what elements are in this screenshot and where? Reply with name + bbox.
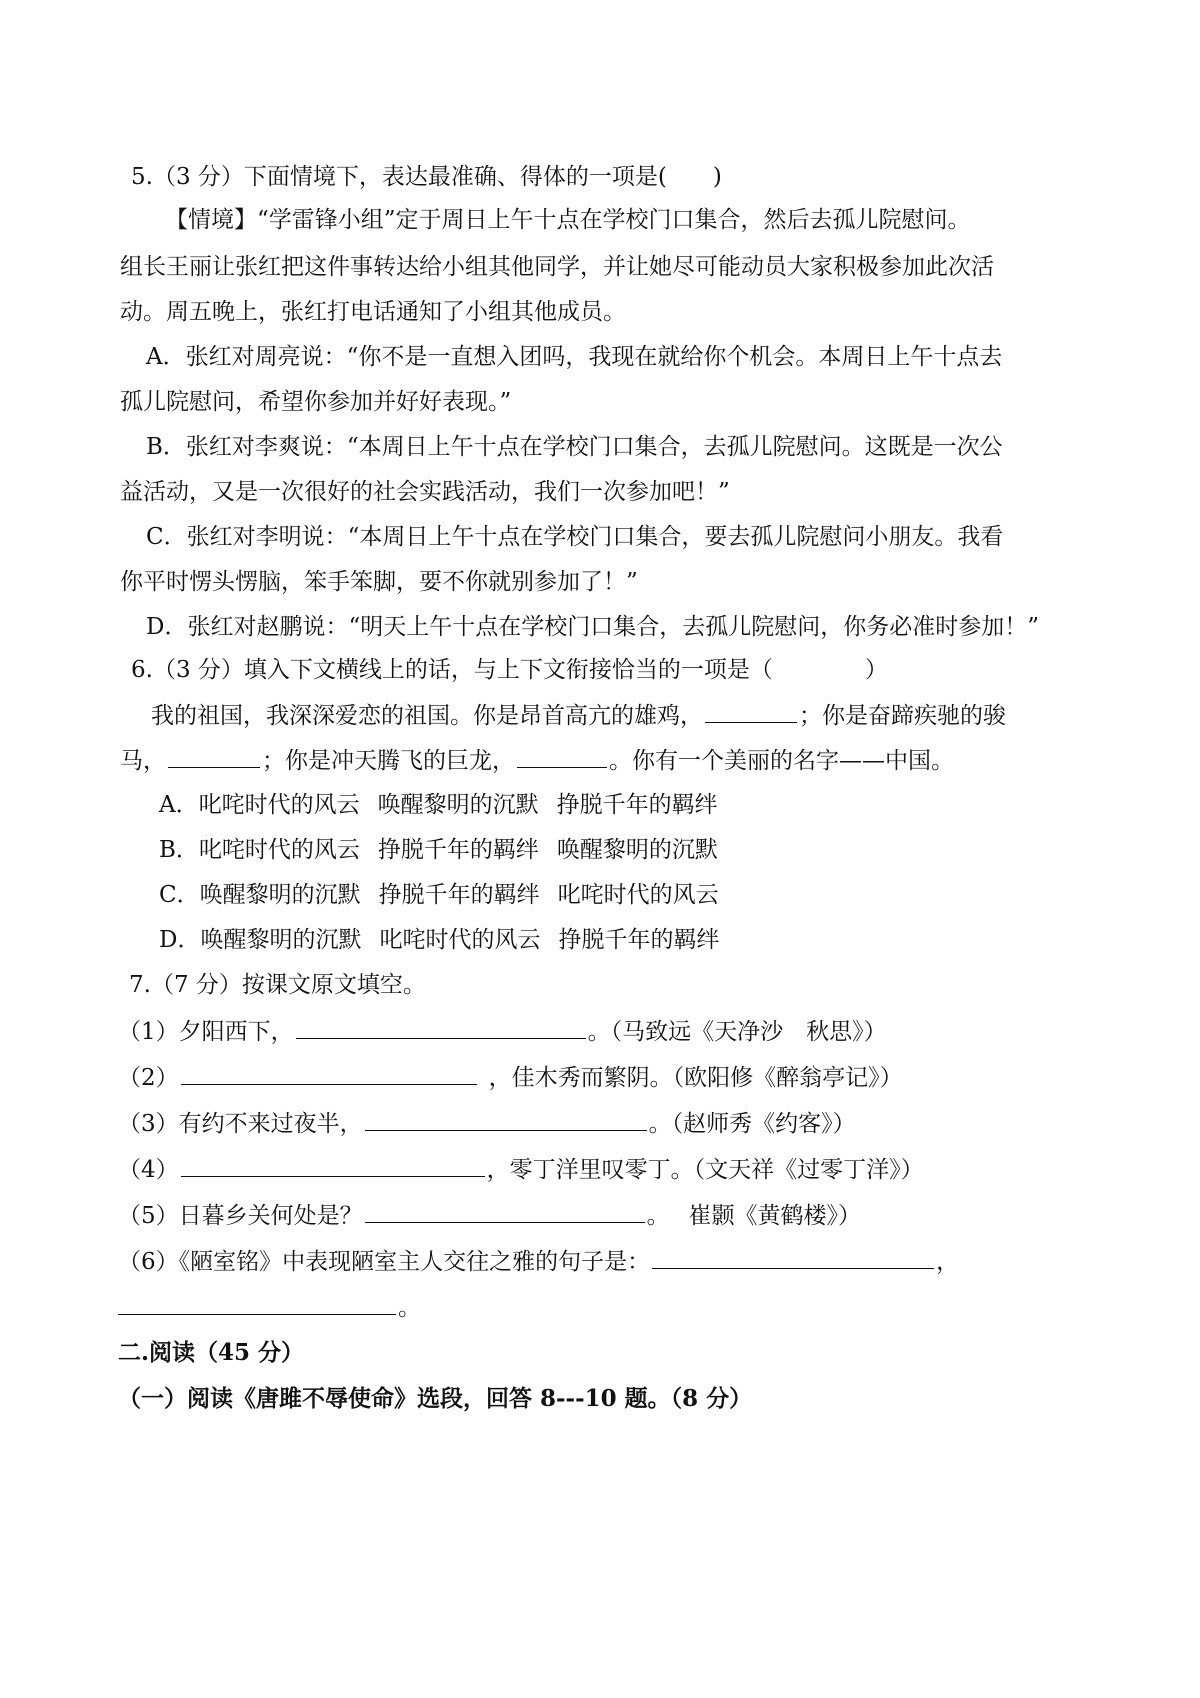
q7-blank-4[interactable] [181, 1154, 485, 1177]
q6-option-c [159, 880, 719, 910]
item-text: 。 [398, 1295, 421, 1321]
q6-text-segment: 马， [120, 748, 166, 774]
option-phrase: 唤醒黎明的沉默 [200, 927, 362, 953]
q7-item-6 [118, 1246, 959, 1277]
q6-option-b [159, 835, 718, 865]
item-text: （3）有约不来过夜半， [118, 1111, 363, 1137]
q5-stem: 5.（3 分）下面情境下，表达最准确、得体的一项是( ) [131, 164, 722, 190]
q6-stem: 6.（3 分）填入下文横线上的话，与上下文衔接恰当的一项是（ ） [131, 657, 888, 683]
option-phrase: 叱咤时代的风云 [198, 837, 360, 863]
item-text: ， [936, 1249, 960, 1275]
item-text: 。（马致远《天净沙 秋思》） [587, 1019, 887, 1045]
q6-blank-3[interactable] [517, 745, 607, 768]
item-text: ，零丁洋里叹零丁。（文天祥《过零丁洋》） [486, 1157, 924, 1183]
q6-blank-2[interactable] [168, 745, 260, 768]
q5-option-a-line2: 孤儿院慰问，希望你参加并好好表现。” [120, 389, 512, 415]
q6-text-line2 [120, 745, 954, 776]
section-subtitle: （一）阅读《唐雎不辱使命》选段，回答 8---10 题。（8 分） [118, 1385, 753, 1412]
option-label: B． [159, 837, 199, 863]
q7-blank-1[interactable] [296, 1016, 586, 1039]
q6-text-line1 [151, 700, 1006, 731]
q5-option-c-line1: C．张红对李明说：“本周日上午十点在学校门口集合，要去孤儿院慰问小朋友。我看 [146, 524, 1004, 550]
item-text: （2） [118, 1065, 179, 1091]
option-phrase: 唤醒黎明的沉默 [199, 882, 361, 908]
option-phrase: 挣脱千年的羁绊 [378, 882, 540, 908]
q7-stem: 7.（7 分）按课文原文填空。 [129, 972, 426, 998]
item-text: 。 崔颢《黄鹤楼》） [646, 1203, 861, 1229]
item-text: ，佳木秀而繁阴。（欧阳修《醉翁亭记》） [488, 1065, 903, 1091]
option-phrase: 叱咤时代的风云 [198, 792, 360, 818]
q5-option-b-line2: 益活动，又是一次很好的社会实践活动，我们一次参加吧！” [120, 479, 730, 505]
q5-option-b-line1: B．张红对李爽说：“本周日上午十点在学校门口集合，去孤儿院慰问。这既是一次公 [146, 434, 1003, 460]
item-text: （5）日暮乡关何处是？ [118, 1203, 363, 1229]
option-phrase: 挣脱千年的羁绊 [556, 792, 718, 818]
q5-context-line1: 【情境】“学雷锋小组”定于周日上午十点在学校门口集合，然后去孤儿院慰问。 [165, 207, 971, 233]
option-phrase: 唤醒黎明的沉默 [377, 792, 539, 818]
option-phrase: 叱咤时代的风云 [557, 882, 719, 908]
q7-blank-3[interactable] [365, 1108, 647, 1131]
option-phrase: 挣脱千年的羁绊 [377, 837, 539, 863]
q6-text-segment: ；你是奋蹄疾驰的骏 [799, 703, 1006, 729]
option-phrase: 叱咤时代的风云 [379, 927, 541, 953]
q7-blank-6[interactable] [652, 1246, 934, 1269]
q7-item-5 [118, 1200, 861, 1231]
q5-option-a-line1: A．张红对周亮说：“你不是一直想入团吗，我现在就给你个机会。本周日上午十点去 [146, 344, 1003, 370]
q7-item-3 [118, 1108, 856, 1139]
item-text: 。（赵师秀《约客》） [648, 1111, 856, 1137]
item-text: （4） [118, 1157, 179, 1183]
option-label: C． [159, 882, 200, 908]
option-phrase: 唤醒黎明的沉默 [556, 837, 718, 863]
q7-item-6-continued [118, 1292, 421, 1323]
q7-item-1 [118, 1016, 887, 1047]
q5-context-line3: 动。周五晚上，张红打电话通知了小组其他成员。 [120, 299, 626, 325]
q7-blank-2[interactable] [181, 1062, 477, 1085]
q6-blank-1[interactable] [705, 700, 797, 723]
q7-blank-7[interactable] [118, 1292, 396, 1315]
q6-text-segment: 。你有一个美丽的名字——中国。 [609, 748, 954, 774]
option-label: A． [159, 792, 199, 818]
item-text: （1）夕阳西下， [118, 1019, 294, 1045]
option-phrase: 挣脱千年的羁绊 [558, 927, 720, 953]
q7-item-2 [118, 1062, 903, 1093]
q7-blank-5[interactable] [365, 1200, 645, 1223]
q6-option-a [159, 790, 718, 820]
q7-item-4 [118, 1154, 924, 1185]
option-label: D． [159, 927, 201, 953]
q5-option-c-line2: 你平时愣头愣脑，笨手笨脚，要不你就别参加了！” [120, 569, 638, 595]
item-text: （6）《陋室铭》中表现陋室主人交往之雅的句子是： [118, 1249, 651, 1275]
q6-option-d [159, 925, 719, 955]
q6-text-segment: 我的祖国，我深深爱恋的祖国。你是昂首高亢的雄鸡， [151, 703, 703, 729]
q6-text-segment: ；你是冲天腾飞的巨龙， [262, 748, 515, 774]
q5-context-line2: 组长王丽让张红把这件事转达给小组其他同学，并让她尽可能动员大家积极参加此次活 [120, 254, 994, 280]
section-title: 二.阅读（45 分） [118, 1339, 305, 1366]
q5-option-d: D．张红对赵鹏说：“明天上午十点在学校门口集合，去孤儿院慰问，你务必准时参加！” [146, 614, 1039, 640]
